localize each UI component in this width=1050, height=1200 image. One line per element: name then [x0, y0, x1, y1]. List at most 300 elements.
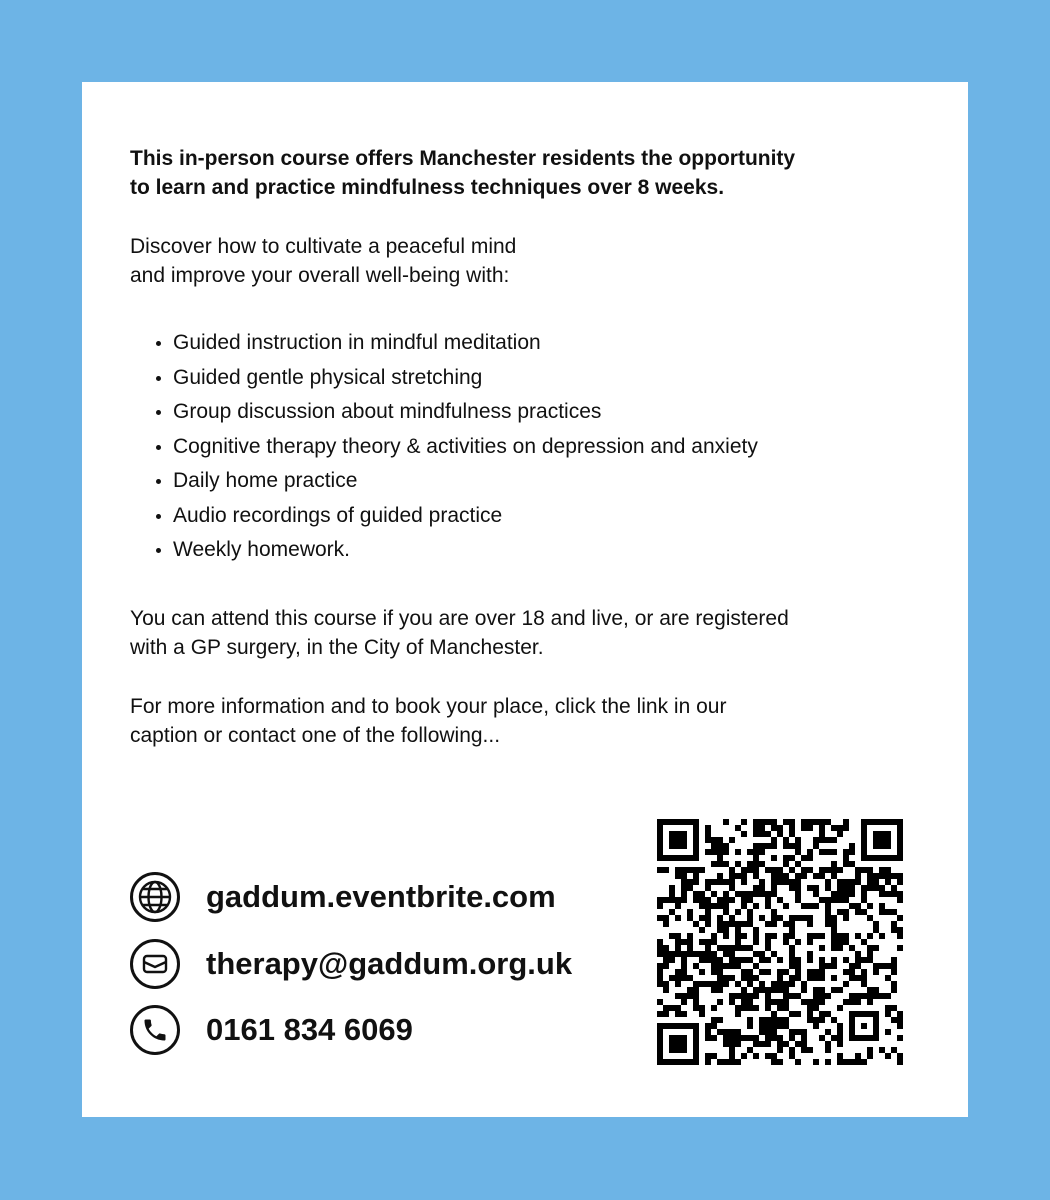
- qr-module: [831, 897, 837, 903]
- qr-module: [729, 957, 735, 963]
- qr-module: [789, 1053, 795, 1059]
- qr-module: [837, 891, 843, 897]
- qr-module: [801, 873, 807, 879]
- qr-module: [783, 903, 789, 909]
- qr-module: [699, 915, 705, 921]
- qr-module: [675, 975, 681, 981]
- qr-module: [687, 867, 693, 873]
- qr-module: [891, 921, 897, 927]
- qr-module: [783, 987, 789, 993]
- qr-module: [885, 1053, 891, 1059]
- qr-module: [795, 849, 801, 855]
- qr-module: [855, 963, 861, 969]
- qr-module: [891, 885, 897, 891]
- qr-module: [753, 825, 759, 831]
- qr-module: [849, 891, 855, 897]
- qr-module: [693, 951, 699, 957]
- qr-module: [825, 1059, 831, 1065]
- qr-module: [843, 981, 849, 987]
- qr-module: [741, 831, 747, 837]
- qr-module: [879, 891, 885, 897]
- qr-module: [741, 1053, 747, 1059]
- qr-module: [855, 879, 861, 885]
- qr-module: [753, 1005, 759, 1011]
- qr-module: [663, 957, 669, 963]
- qr-module: [711, 969, 717, 975]
- qr-module: [819, 837, 825, 843]
- qr-module: [825, 909, 831, 915]
- qr-module: [777, 1041, 783, 1047]
- qr-module: [825, 1047, 831, 1053]
- qr-module: [879, 933, 885, 939]
- qr-module: [681, 873, 687, 879]
- qr-module: [747, 1005, 753, 1011]
- qr-module: [795, 873, 801, 879]
- qr-module: [729, 885, 735, 891]
- qr-module: [735, 945, 741, 951]
- qr-module: [759, 957, 765, 963]
- qr-module: [819, 873, 825, 879]
- contact-email[interactable]: [130, 939, 572, 989]
- qr-module: [771, 819, 777, 825]
- qr-module: [831, 933, 837, 939]
- qr-module: [855, 957, 861, 963]
- contact-website[interactable]: [130, 872, 556, 922]
- qr-module: [759, 1017, 765, 1023]
- qr-module: [831, 927, 837, 933]
- qr-module: [753, 987, 759, 993]
- envelope-icon: [130, 939, 180, 989]
- qr-module: [717, 1059, 723, 1065]
- contact-phone[interactable]: [130, 1005, 413, 1055]
- qr-module: [717, 987, 723, 993]
- qr-module: [795, 915, 801, 921]
- qr-module: [825, 879, 831, 885]
- qr-module: [759, 843, 765, 849]
- qr-module: [885, 873, 891, 879]
- qr-module: [693, 987, 699, 993]
- qr-module: [669, 897, 675, 903]
- qr-module: [831, 1035, 837, 1041]
- qr-module: [795, 993, 801, 999]
- qr-module: [891, 927, 897, 933]
- qr-module: [837, 867, 843, 873]
- qr-module: [681, 885, 687, 891]
- qr-module: [783, 921, 789, 927]
- qr-module: [675, 993, 681, 999]
- qr-module: [843, 819, 849, 825]
- qr-module: [717, 861, 723, 867]
- qr-module: [747, 891, 753, 897]
- qr-module: [783, 855, 789, 861]
- qr-module: [813, 843, 819, 849]
- qr-module: [711, 1035, 717, 1041]
- qr-module: [687, 909, 693, 915]
- qr-module: [717, 945, 723, 951]
- qr-module: [861, 969, 867, 975]
- qr-module: [741, 873, 747, 879]
- qr-module: [789, 831, 795, 837]
- qr-module: [795, 975, 801, 981]
- qr-module: [687, 933, 693, 939]
- qr-module: [873, 945, 879, 951]
- qr-module: [657, 951, 663, 957]
- qr-module: [885, 909, 891, 915]
- qr-module: [687, 915, 693, 921]
- qr-module: [777, 1023, 783, 1029]
- qr-module: [801, 987, 807, 993]
- qr-module: [825, 915, 831, 921]
- qr-module: [741, 1035, 747, 1041]
- qr-module: [735, 849, 741, 855]
- qr-module: [717, 879, 723, 885]
- qr-module: [693, 1005, 699, 1011]
- qr-module: [771, 885, 777, 891]
- qr-module: [669, 885, 675, 891]
- qr-module: [783, 843, 789, 849]
- qr-module: [795, 1011, 801, 1017]
- qr-module: [843, 861, 849, 867]
- qr-module: [747, 993, 753, 999]
- qr-module: [717, 843, 723, 849]
- qr-module: [885, 1005, 891, 1011]
- qr-module: [801, 999, 807, 1005]
- qr-module: [879, 1047, 885, 1053]
- qr-module: [663, 981, 669, 987]
- qr-module: [813, 1023, 819, 1029]
- qr-module: [867, 879, 873, 885]
- qr-module: [897, 927, 903, 933]
- qr-module: [735, 1005, 741, 1011]
- qr-module: [831, 837, 837, 843]
- qr-module: [747, 1047, 753, 1053]
- qr-module: [711, 1023, 717, 1029]
- qr-module: [825, 849, 831, 855]
- qr-module: [849, 843, 855, 849]
- qr-module: [753, 1035, 759, 1041]
- qr-module: [801, 903, 807, 909]
- benefit-item: Group discussion about mindfulness practices: [130, 395, 813, 430]
- qr-module: [705, 957, 711, 963]
- qr-module: [783, 969, 789, 975]
- qr-module: [777, 1035, 783, 1041]
- qr-module: [855, 873, 861, 879]
- qr-module: [741, 945, 747, 951]
- qr-module: [807, 1005, 813, 1011]
- qr-module: [795, 1059, 801, 1065]
- qr-module: [753, 855, 759, 861]
- qr-module: [657, 915, 663, 921]
- qr-module: [825, 819, 831, 825]
- qr-module: [693, 993, 699, 999]
- qr-module: [771, 1059, 777, 1065]
- qr-module: [795, 1029, 801, 1035]
- qr-module: [693, 873, 699, 879]
- qr-module: [783, 1017, 789, 1023]
- qr-module: [885, 993, 891, 999]
- phone-number[interactable]: 0161 834 6069: [206, 1012, 413, 1047]
- qr-module: [699, 1011, 705, 1017]
- qr-module: [789, 1029, 795, 1035]
- qr-module: [879, 909, 885, 915]
- qr-module: [735, 963, 741, 969]
- qr-module: [705, 939, 711, 945]
- qr-module: [837, 885, 843, 891]
- qr-module: [891, 909, 897, 915]
- qr-module: [837, 1041, 843, 1047]
- qr-module: [705, 945, 711, 951]
- qr-module: [741, 879, 747, 885]
- qr-module: [723, 879, 729, 885]
- qr-module: [657, 969, 663, 975]
- qr-module: [879, 903, 885, 909]
- qr-module: [765, 993, 771, 999]
- qr-module: [711, 879, 717, 885]
- qr-module: [777, 873, 783, 879]
- qr-module: [705, 1059, 711, 1065]
- qr-module: [807, 825, 813, 831]
- qr-module: [867, 945, 873, 951]
- qr-module: [819, 1011, 825, 1017]
- qr-module: [819, 999, 825, 1005]
- qr-module: [729, 921, 735, 927]
- qr-module: [783, 993, 789, 999]
- qr-module: [711, 933, 717, 939]
- qr-module: [741, 933, 747, 939]
- qr-module: [819, 987, 825, 993]
- benefit-item: Audio recordings of guided practice: [130, 499, 813, 534]
- qr-module: [687, 951, 693, 957]
- qr-module: [861, 891, 867, 897]
- qr-module: [897, 897, 903, 903]
- qr-module: [753, 951, 759, 957]
- qr-module: [675, 1011, 681, 1017]
- qr-module: [723, 927, 729, 933]
- qr-module: [831, 987, 837, 993]
- benefit-item: Daily home practice: [130, 464, 813, 499]
- qr-module: [801, 1029, 807, 1035]
- qr-module: [873, 987, 879, 993]
- qr-alignment: [861, 1023, 867, 1029]
- qr-module: [897, 1017, 903, 1023]
- qr-module: [837, 1023, 843, 1029]
- more-info-line: caption or contact one of the following...: [130, 723, 501, 747]
- qr-module: [801, 1035, 807, 1041]
- qr-module: [711, 1017, 717, 1023]
- qr-module: [705, 915, 711, 921]
- qr-module: [771, 951, 777, 957]
- qr-module: [879, 963, 885, 969]
- qr-module: [753, 819, 759, 825]
- qr-module: [699, 1005, 705, 1011]
- qr-module: [675, 981, 681, 987]
- qr-module: [747, 1023, 753, 1029]
- qr-module: [837, 1059, 843, 1065]
- qr-module: [705, 1029, 711, 1035]
- qr-module: [831, 945, 837, 951]
- qr-module: [747, 867, 753, 873]
- qr-module: [843, 909, 849, 915]
- qr-module: [753, 873, 759, 879]
- qr-module: [837, 945, 843, 951]
- qr-module: [825, 1029, 831, 1035]
- qr-code[interactable]: [657, 819, 903, 1065]
- qr-module: [831, 921, 837, 927]
- qr-module: [897, 1035, 903, 1041]
- qr-module: [831, 957, 837, 963]
- email-link[interactable]: therapy@gaddum.org.uk: [206, 946, 573, 981]
- qr-module: [813, 837, 819, 843]
- qr-module: [705, 909, 711, 915]
- qr-module: [777, 975, 783, 981]
- qr-module: [771, 1011, 777, 1017]
- qr-module: [825, 867, 831, 873]
- qr-module: [861, 993, 867, 999]
- qr-module: [681, 963, 687, 969]
- qr-module: [681, 891, 687, 897]
- qr-module: [777, 1059, 783, 1065]
- qr-module: [819, 963, 825, 969]
- qr-module: [729, 975, 735, 981]
- qr-module: [795, 939, 801, 945]
- qr-module: [675, 951, 681, 957]
- qr-module: [735, 933, 741, 939]
- qr-module: [837, 909, 843, 915]
- qr-module: [771, 909, 777, 915]
- qr-module: [807, 915, 813, 921]
- website-link[interactable]: gaddum.eventbrite.com: [206, 879, 556, 914]
- qr-module: [777, 915, 783, 921]
- qr-module: [735, 1029, 741, 1035]
- qr-module: [819, 969, 825, 975]
- eligibility-text: [130, 604, 930, 662]
- qr-module: [699, 867, 705, 873]
- qr-module: [831, 849, 837, 855]
- qr-module: [753, 963, 759, 969]
- qr-module: [693, 867, 699, 873]
- qr-module: [819, 849, 825, 855]
- qr-module: [789, 957, 795, 963]
- qr-module: [693, 891, 699, 897]
- qr-module: [825, 837, 831, 843]
- qr-module: [735, 993, 741, 999]
- qr-module: [693, 897, 699, 903]
- qr-module: [771, 1035, 777, 1041]
- qr-module: [813, 969, 819, 975]
- qr-module: [837, 939, 843, 945]
- more-info-text: [130, 692, 930, 750]
- qr-module: [897, 1053, 903, 1059]
- qr-module: [675, 867, 681, 873]
- qr-module: [705, 837, 711, 843]
- qr-module: [705, 849, 711, 855]
- qr-module: [867, 999, 873, 1005]
- qr-module: [759, 915, 765, 921]
- qr-module: [741, 867, 747, 873]
- qr-module: [789, 1047, 795, 1053]
- qr-module: [765, 897, 771, 903]
- qr-module: [681, 951, 687, 957]
- qr-module: [873, 921, 879, 927]
- qr-module: [753, 1041, 759, 1047]
- qr-module: [657, 945, 663, 951]
- qr-module: [729, 963, 735, 969]
- qr-module: [723, 891, 729, 897]
- qr-module: [747, 1017, 753, 1023]
- qr-module: [765, 1041, 771, 1047]
- qr-module: [687, 987, 693, 993]
- qr-module: [735, 825, 741, 831]
- qr-module: [897, 1011, 903, 1017]
- qr-module: [783, 1041, 789, 1047]
- qr-module: [681, 999, 687, 1005]
- qr-module: [891, 873, 897, 879]
- benefits-list: [130, 326, 930, 568]
- qr-module: [837, 1005, 843, 1011]
- qr-module: [873, 927, 879, 933]
- discover-text: [130, 232, 930, 290]
- qr-module: [657, 939, 663, 945]
- qr-module: [819, 993, 825, 999]
- qr-module: [735, 873, 741, 879]
- qr-module: [717, 873, 723, 879]
- qr-module: [807, 1017, 813, 1023]
- qr-module: [849, 945, 855, 951]
- qr-module: [747, 981, 753, 987]
- qr-module: [795, 861, 801, 867]
- qr-module: [663, 867, 669, 873]
- qr-module: [759, 849, 765, 855]
- qr-module: [771, 999, 777, 1005]
- qr-module: [837, 987, 843, 993]
- qr-module: [795, 963, 801, 969]
- qr-module: [729, 867, 735, 873]
- qr-module: [825, 963, 831, 969]
- qr-module: [789, 921, 795, 927]
- qr-module: [705, 831, 711, 837]
- qr-module: [855, 909, 861, 915]
- qr-module: [699, 957, 705, 963]
- qr-module: [741, 969, 747, 975]
- qr-module: [657, 903, 663, 909]
- qr-module: [813, 903, 819, 909]
- qr-module: [819, 819, 825, 825]
- qr-module: [765, 1017, 771, 1023]
- qr-module: [765, 957, 771, 963]
- qr-module: [819, 975, 825, 981]
- qr-module: [837, 879, 843, 885]
- qr-module: [789, 951, 795, 957]
- qr-module: [723, 933, 729, 939]
- qr-module: [717, 855, 723, 861]
- qr-module: [879, 867, 885, 873]
- qr-module: [711, 891, 717, 897]
- qr-module: [831, 891, 837, 897]
- phone-icon: [130, 1005, 180, 1055]
- qr-module: [681, 879, 687, 885]
- qr-module: [729, 1035, 735, 1041]
- qr-module: [693, 963, 699, 969]
- qr-module: [801, 981, 807, 987]
- qr-module: [777, 1017, 783, 1023]
- qr-module: [729, 1029, 735, 1035]
- qr-module: [789, 933, 795, 939]
- qr-module: [723, 1029, 729, 1035]
- qr-module: [783, 981, 789, 987]
- qr-module: [735, 1011, 741, 1017]
- qr-module: [861, 957, 867, 963]
- qr-module: [747, 957, 753, 963]
